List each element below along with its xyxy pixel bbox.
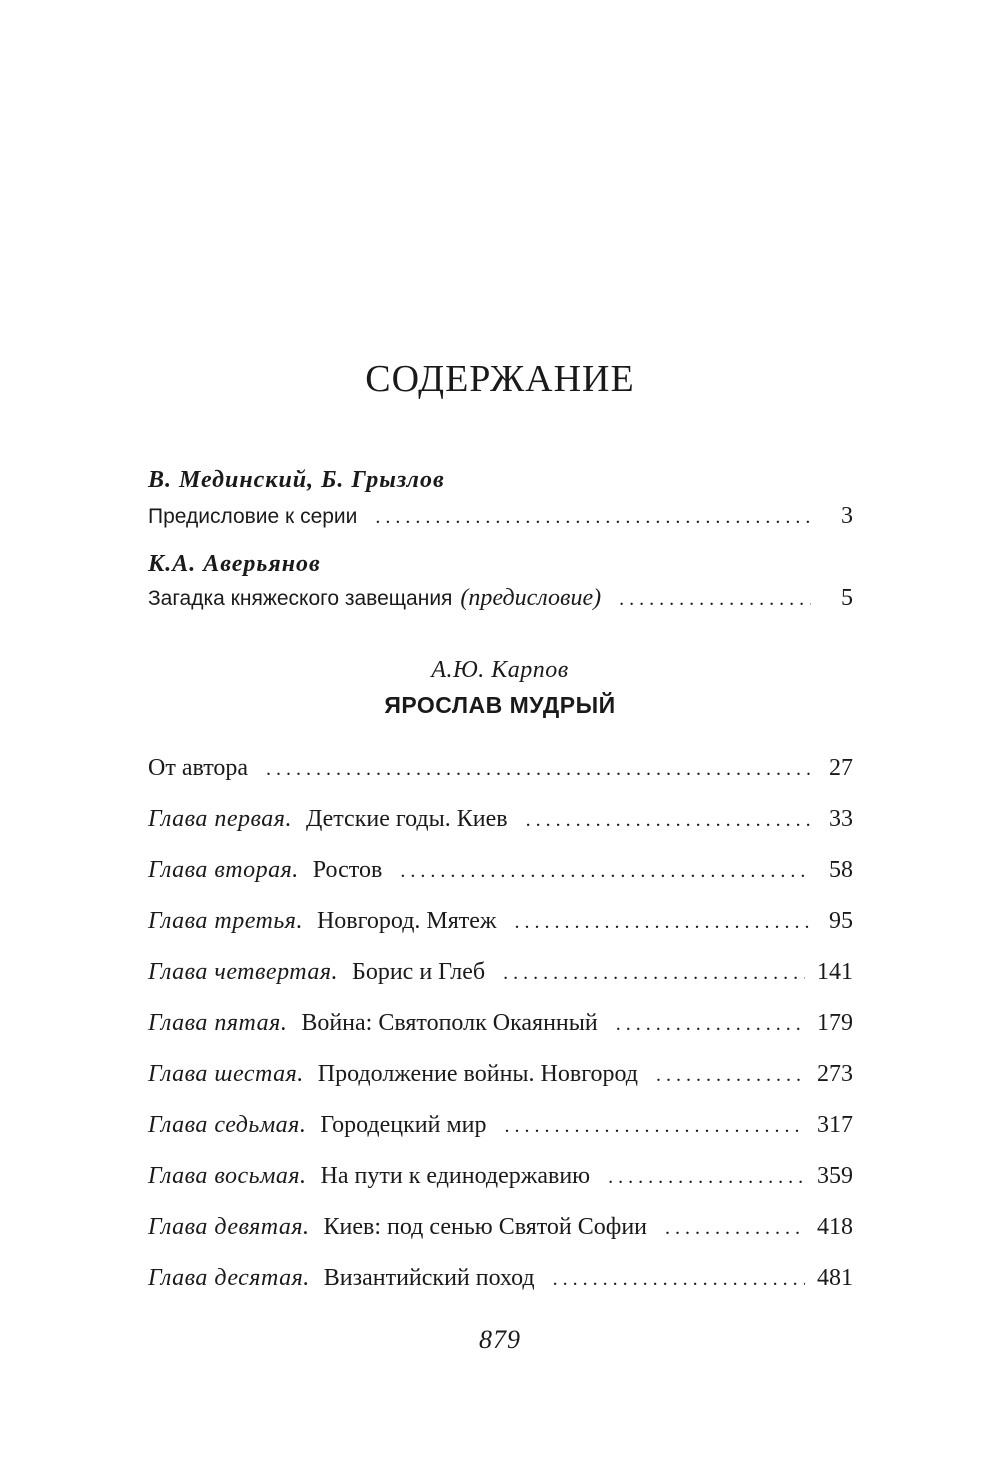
entry-label: Киев: под сенью Святой Софии (323, 1214, 648, 1240)
leader-dots (656, 1064, 805, 1087)
entry-label: От автора (148, 755, 249, 781)
chapter-prefix: Глава восьмая. (148, 1163, 307, 1189)
entry-page: 359 (817, 1163, 853, 1189)
entry-page: 273 (817, 1061, 853, 1087)
chapter-prefix: Глава седьмая. (148, 1112, 307, 1138)
toc-entry[interactable] (148, 1214, 853, 1248)
toc-entry[interactable] (148, 908, 853, 942)
entry-label: Городецкий мир (320, 1112, 487, 1138)
chapter-prefix: Глава вторая. (148, 857, 299, 883)
toc-entry[interactable] (148, 806, 853, 840)
toc-entry-series-preface[interactable] (148, 503, 853, 537)
toc-entry[interactable] (148, 959, 853, 993)
leader-dots (619, 588, 811, 611)
entry-page: 481 (817, 1265, 853, 1291)
chapter-prefix: Глава шестая. (148, 1061, 304, 1087)
entry-label: Борис и Глеб (352, 959, 486, 985)
entry-label: Загадка княжеского завещания (148, 587, 453, 610)
entry-page: 27 (829, 755, 853, 781)
front-author-1: В. Мединский, Б. Грызлов (148, 467, 445, 493)
entry-page: 95 (829, 908, 853, 934)
chapter-prefix: Глава девятая. (148, 1214, 310, 1240)
entry-page: 141 (817, 959, 853, 985)
leader-dots (616, 1013, 805, 1036)
entry-label: Продолжение войны. Новгород (317, 1061, 638, 1087)
toc-entry[interactable] (148, 857, 853, 891)
leader-dots (504, 1115, 805, 1138)
leader-dots (608, 1166, 805, 1189)
front-author-2: К.А. Аверьянов (148, 551, 321, 577)
entry-label: Новгород. Мятеж (316, 908, 497, 934)
leader-dots (375, 506, 811, 529)
chapter-prefix: Глава первая. (148, 806, 292, 832)
entry-page: 33 (829, 806, 853, 832)
chapter-prefix: Глава третья. (148, 908, 303, 934)
page-title: СОДЕРЖАНИЕ (365, 358, 635, 400)
leader-dots (515, 911, 812, 934)
entry-label: Византийский поход (323, 1265, 535, 1291)
entry-label: Предисловие к серии (148, 505, 358, 528)
section-title: ЯРОСЛАВ МУДРЫЙ (384, 692, 616, 718)
toc-entry[interactable] (148, 755, 853, 789)
page-number: 879 (479, 1325, 521, 1354)
entry-label: Ростов (312, 857, 383, 883)
toc-entry-preface[interactable] (148, 585, 853, 619)
toc-entry[interactable] (148, 1265, 853, 1299)
toc-entry[interactable] (148, 1010, 853, 1044)
toc-entry[interactable] (148, 1163, 853, 1197)
entry-page: 3 (841, 503, 853, 529)
toc-entry[interactable] (148, 1112, 853, 1146)
leader-dots (665, 1217, 805, 1240)
entry-label: Детские годы. Киев (305, 806, 508, 832)
leader-dots (400, 860, 811, 883)
chapter-prefix: Глава десятая. (148, 1265, 310, 1291)
leader-dots (266, 758, 811, 781)
chapter-prefix: Глава четвертая. (148, 959, 339, 985)
chapter-prefix: Глава пятая. (148, 1010, 288, 1036)
entry-note: (предисловие) (460, 585, 602, 611)
entry-label: На пути к единодержавию (320, 1163, 591, 1189)
leader-dots (553, 1268, 805, 1291)
entry-label: Война: Святополк Окаянный (301, 1010, 598, 1036)
entry-page: 58 (829, 857, 853, 883)
entry-page: 179 (817, 1010, 853, 1036)
entry-page: 317 (817, 1112, 853, 1138)
entry-page: 5 (841, 585, 853, 611)
section-author: А.Ю. Карпов (431, 657, 569, 683)
entry-page: 418 (817, 1214, 853, 1240)
leader-dots (526, 809, 811, 832)
leader-dots (503, 962, 805, 985)
toc-entry[interactable] (148, 1061, 853, 1095)
